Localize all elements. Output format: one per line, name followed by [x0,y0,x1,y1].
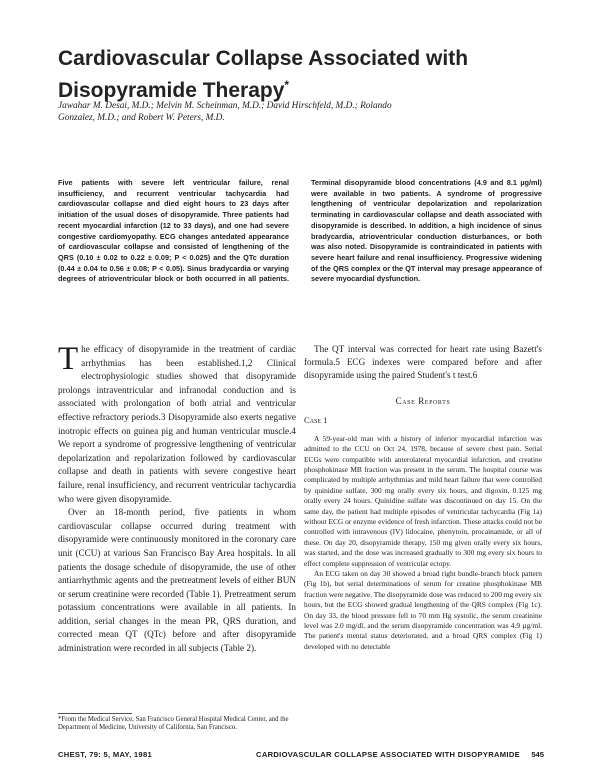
page-number: 545 [531,750,544,759]
right-column [304,343,542,652]
footnote: *From the Medical Service, San Francisco General Hospital Medical Center, and the Department of Medicine, University of California, San Francisco. [58,716,289,732]
page-footer [58,750,544,762]
running-title: CARDIOVASCULAR COLLAPSE ASSOCIATED WITH DISOPYRAMIDE [256,750,520,759]
abstract: Five patients with severe left ventricular failure, renal insufficiency, and recurrent ventricular tachycardia had cardiovascular collapse and died eight hours to 23 days after initiation of the usual doses of disopyramide. Three patients had recent myocardial infarction (12 to 33 days), and one had severe congestive cardiomyopathy. ECG changes antedated appearance of cardiovascular collapse and consisted of lengthening of the QRS (0.10 ± 0.02 to 0.22 ± 0.09; P < 0.025) and the QTc duration (0.44 ± 0.04 to 0.56 ± 0.08; P < 0.05). Sinus bradycardia or varying degrees of atrioventricular block or both occurred in all patients. Terminal disopyramide blood concentrations (4.9 and 8.1 µg/ml) were available in two patients. A syndrome of progressive lengthening of ventricular depolarization and repolarization terminating in cardiovascular collapse and death associated with disopyramide is described. In addition, a high incidence of sinus bradycardia, atrioventricular conduction disturbances, or both was also noted. Disopyramide is contraindicated in patients with severe heart failure and renal insufficiency. Progressive widening of the QRS complex or the QT interval may presage appearance of severe myocardial dysfunction. [58,178,542,284]
intro-paragraph-1 [58,343,296,506]
drop-cap: T [58,341,79,377]
case-heading: Case 1 [304,414,328,425]
methods-paragraph: The QT interval was corrected for heart rate using Bazett's formula.5 ECG indexes were compared before and after disopyramide using the paired Student's t test.6 [304,344,542,380]
intro-column [58,343,296,656]
article-title [58,45,538,104]
case-1-paragraph-2: An ECG taken on day 30 showed a broad right bundle-branch block pattern (Fig 1b), but serial determinations of serum for creatine phosphokinase MB fraction were negative. The disopyramide dose was reduced to 200 mg every six hours, but the ECG showed gradual lengthening of the QRS complex (Fig 1c). On day 33, the blood pressure fell to 70 mm Hg systolic, the serum creatinine level was 2.0 mg/dl, and the serum disopyramide concentration was 4.9 µg/ml. The patient's mental status deteriorated, and a broad QRS complex (Fig 1) developed with no detectable [304,569,542,651]
title-footnote-marker: * [284,78,290,92]
footnote-divider [58,713,132,714]
author-list: Jawahar M. Desai, M.D.; Melvin M. Scheinman, M.D.; David Hirschfeld, M.D.; Rolando Gonzalez, M.D.; and Robert W. Peters, M.D. [58,101,392,124]
case-1-paragraph-1: A 59-year-old man with a history of inferior myocardial infarction was admitted to the CCU on Oct 24, 1978, because of severe chest pain. Serial ECGs were compatible with anterolateral myocardial infarction, and creatine phosphokinase MB fraction was present in the serum. The hospital course was complicated by multiple arrhythmias and mild heart failure that were controlled by quinidine sulfate, 300 mg orally every six hours, and digoxin, 0.125 mg orally every 24 hours. Quinidine sulfate was discontinued on day 15. On the same day, the patient had multiple episodes of ventricular tachycardia (Fig 1a) without ECG or enzyme evidence of fresh infarction. These attacks could not be controlled with intravenous (IV) lidocaine, phenytoin, procainamide, or all of these. On day 20, disopyramide therapy, 150 mg given orally every six hours, was started, and the dose was increased gradually to 300 mg every six hours to effect complete suppression of ventricular ectopy. [304,433,542,568]
intro-paragraph-1-text: he efficacy of disopyramide in the treatment of cardiac arrhythmias has been established.1,2 Clinical electrophysiologic studies showed that disopyramide prolongs intraventricular and infranodal conduction and is associated with prolongation of both atrial and ventricular effective refractory periods.3 Disopyramide also exerts negative inotropic effects on guinea pig and human ventricular muscle.4 We report a syndrome of progressive lengthening of ventricular depolarization and repolarization followed by cardiovascular collapse and death in patients with severe congestive heart failure, renal insufficiency, and recurrent ventricular tachycardia who were given disopyramide. [58,344,296,504]
section-heading: Case Reports [395,395,451,406]
case-1-text [304,434,542,653]
article-title-text: Cardiovascular Collapse Associated with Disopyramide Therapy [58,47,469,102]
intro-paragraph-2: Over an 18-month period, five patients in whom cardiovascular collapse occurred during treatment with disopyramide were continuously monitored in the coronary care unit (CCU) at various San Francisco Bay Area hospitals. In all patients the dosage schedule of disopyramide, the use of other antiarrhythmic agents and the pretreatment levels of either BUN or serum creatinine were recorded (Table 1). Pretreatment serum potassium concentrations were available in all patients. In addition, serial changes in the mean PR, QRS duration, and corrected mean QT (QTc) before and after disopyramide administration were recorded in all subjects (Table 2). [58,507,296,654]
journal-citation: CHEST, 79: 5, MAY, 1981 [58,750,152,759]
